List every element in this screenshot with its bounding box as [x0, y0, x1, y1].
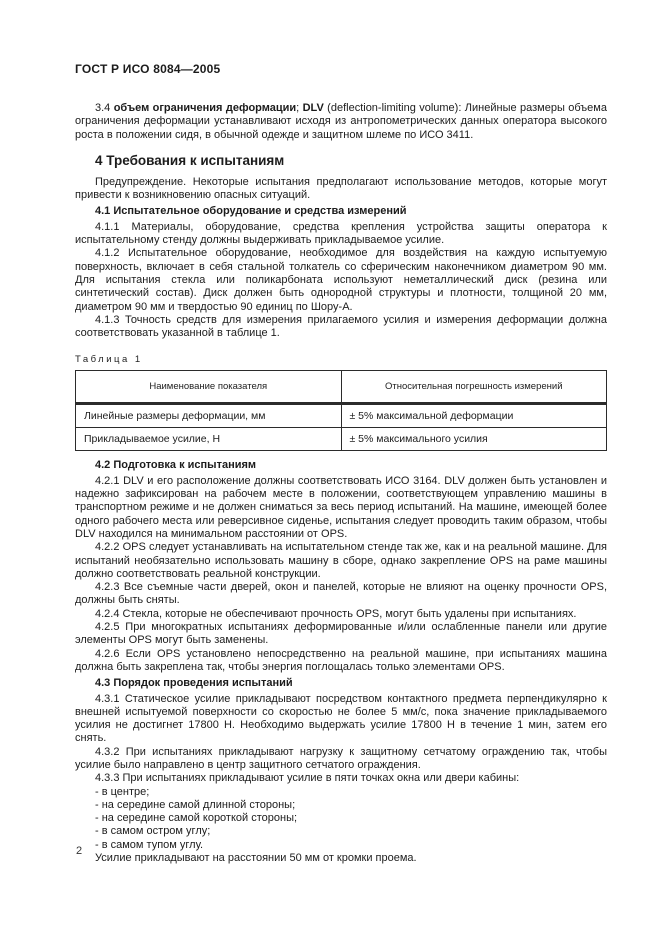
list-item: - в самом тупом углу.	[95, 838, 204, 851]
table-row	[76, 404, 607, 428]
paragraph-4-3-3: 4.3.3 При испытаниях прикладывают усилие в пяти точках окна или двери кабины:	[95, 772, 520, 785]
subsection-heading-4-2: 4.2 Подготовка к испытаниям	[95, 459, 257, 472]
table-label: Таблица 1	[75, 354, 143, 366]
accuracy-table	[75, 370, 607, 451]
table-row	[76, 428, 607, 451]
subsection-heading-4-3: 4.3 Порядок проведения испытаний	[95, 677, 293, 690]
paragraph-4-2-2: 4.2.2 OPS следует устанавливать на испытательном стенде так же, как и на реальной машине. Для испытаний необязательно использовать машину в сборе, однако закрепление OPS на раме машины должно соответствовать реальной конструкции.	[75, 541, 607, 580]
doc-code: ГОСТ Р ИСО 8084—2005	[75, 62, 221, 76]
paragraph-4-3-2: 4.3.2 При испытаниях прикладывают нагрузку к защитному сетчатому ограждению так, чтобы усилие было направлено в центр защитного сетчатого ограждения.	[75, 745, 607, 771]
table-header-row	[76, 371, 607, 404]
table-cell: ± 5% максимального усилия	[341, 428, 607, 451]
list-item: - на середине самой длинной стороны;	[95, 798, 296, 811]
paragraph-4-1-3: 4.1.3 Точность средств для измерения прилагаемого усилия и измерения деформации должна соответствовать указанной в таблице 1.	[75, 313, 607, 340]
paragraph-4-3-3-final: Усилие прикладывают на расстоянии 50 мм от кромки проема.	[95, 852, 417, 865]
paragraph-warning: Предупреждение. Некоторые испытания предполагают использование методов, которые могут привести к возникновению опасных ситуаций.	[75, 175, 607, 202]
table-cell: Линейные размеры деформации, мм	[76, 404, 342, 428]
page-number: 2	[76, 845, 83, 857]
table-header-cell-indicator: Наименование показателя	[76, 371, 342, 404]
paragraph-4-2-6: 4.2.6 Если OPS установлено непосредственно на реальной машине, при испытаниях машина должна быть закреплена так, чтобы энергия поглощалась только элементами OPS.	[75, 647, 607, 673]
test-points-list	[75, 786, 607, 852]
paragraph-4-2-1: 4.2.1 DLV и его расположение должны соответствовать ИСО 3164. DLV должен быть установлен и надежно зафиксирован на рабочем месте в положении, соответствующем управлению машины в транспортном режиме и не должен сниматься за весь период испытаний. На машине, имеющей более одного рабочего места или реверсивное сиденье, испытания следует проводить таким образом, чтобы DLV находился на минимальном расстоянии от OPS.	[75, 474, 607, 540]
subsection-heading-4-1: 4.1 Испытательное оборудование и средства измерений	[95, 205, 407, 218]
paragraph-4-2-4: 4.2.4 Стекла, которые не обеспечивают прочность OPS, могут быть удалены при испытаниях.	[95, 607, 577, 620]
paragraph-4-2-5: 4.2.5 При многократных испытаниях деформированные и/или ослабленные панели или другие элементы OPS могут быть заменены.	[75, 621, 607, 647]
paragraph-3-4: 3.4 объем ограничения деформации; DLV (deflection-limiting volume): Линейные размеры объема ограничения деформации устанавливают исходя из антропометрических данных оператора высокого роста в положении сидя, в обычной одежде и защитном шлеме по ИСО 3411.	[75, 102, 607, 141]
table-header-cell-error: Относительная погрешность измерений	[341, 371, 607, 404]
paragraph-4-1-1: 4.1.1 Материалы, оборудование, средства крепления устройства защиты оператора к испытательному стенду должны выдерживать прикладываемое усилие.	[75, 220, 607, 247]
section-heading-4: 4 Требования к испытаниям	[95, 152, 285, 168]
table-cell: ± 5% максимальной деформации	[341, 404, 607, 428]
table-cell: Прикладываемое усилие, Н	[76, 428, 342, 451]
list-item: - в центре;	[95, 785, 150, 798]
list-item: - в самом остром углу;	[95, 825, 211, 838]
paragraph-4-2-3: 4.2.3 Все съемные части дверей, окон и панелей, которые не влияют на оценку прочности OPS, должны быть сняты.	[75, 581, 607, 607]
list-item: - на середине самой короткой стороны;	[95, 812, 298, 825]
paragraph-4-1-2: 4.1.2 Испытательное оборудование, необходимое для воздействия на каждую испытуемую поверхность, включает в себя стальной толкатель со сферическим наконечником диаметром 90 мм. Для испытания стекла или поликарбоната используют неметаллический диск (резина или синтетический состав). Диск должен быть однородной структуры и плотности, толщиной 20 мм, диаметром 90 мм и твердостью 90 единиц по Шору-А.	[75, 247, 607, 313]
paragraph-4-3-1: 4.3.1 Статическое усилие прикладывают посредством контактного предмета перпендикулярно к внешней испытуемой поверхности со скоростью не более 5 мм/с, пока значение прикладываемого усилия не достигнет 17800 Н. Необходимо выдержать усилие 17800 Н в течение 1 мин, затем его снять.	[75, 692, 607, 745]
